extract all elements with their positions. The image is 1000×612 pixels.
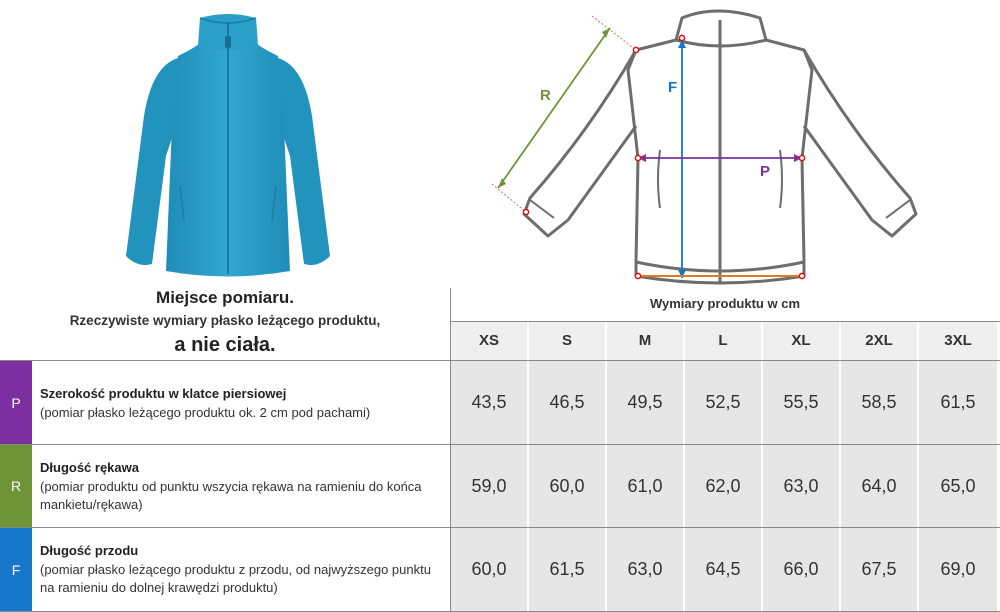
sleeve-length-arrow: [498, 28, 610, 188]
table-cell: 69,0: [919, 528, 997, 611]
size-header-3xl: 3XL: [919, 322, 997, 360]
label-p: P: [760, 163, 771, 180]
table-cell: 61,5: [919, 361, 997, 444]
measure-subtitle: Rzeczywiste wymiary płasko leżącego produktu,: [69, 313, 381, 328]
size-header-s: S: [529, 322, 605, 360]
size-header-xs: XS: [451, 322, 527, 360]
label-r: R: [540, 87, 551, 104]
measurement-diagram: [470, 0, 940, 290]
row-title-front: Długość przodu: [40, 543, 139, 558]
table-cell: 63,0: [763, 445, 839, 527]
size-header-2xl: 2XL: [841, 322, 917, 360]
size-header-m: M: [607, 322, 683, 360]
row-desc-front: (pomiar płasko leżącego produktu z przodu, od najwyższego punktu na ramieniu do dolnej krawędzi produktu): [40, 562, 431, 595]
table-cell: 65,0: [919, 445, 997, 527]
table-cell: 64,5: [685, 528, 761, 611]
table-cell: 61,5: [529, 528, 605, 611]
table-cell: 60,0: [529, 445, 605, 527]
table-cell: 62,0: [685, 445, 761, 527]
jacket-photo: [108, 6, 348, 278]
row-tag-r: R: [0, 445, 32, 527]
table-cell: 55,5: [763, 361, 839, 444]
table-cell: 43,5: [451, 361, 527, 444]
size-header-l: L: [685, 322, 761, 360]
table-cell: 67,5: [841, 528, 917, 611]
table-cell: 64,0: [841, 445, 917, 527]
measure-note: a nie ciała.: [174, 334, 276, 356]
table-cell: 59,0: [451, 445, 527, 527]
table-cell: 49,5: [607, 361, 683, 444]
label-f: F: [668, 79, 678, 96]
table-cell: 60,0: [451, 528, 527, 611]
table-cell: 63,0: [607, 528, 683, 611]
row-title-sleeve: Długość rękawa: [40, 460, 139, 475]
measure-title: Miejsce pomiaru.: [156, 288, 294, 307]
row-tag-f: F: [0, 528, 32, 611]
size-header-xl: XL: [763, 322, 839, 360]
row-desc-sleeve: (pomiar produktu od punktu wszycia rękawa na ramieniu do końca mankietu/rękawa): [40, 479, 422, 512]
table-cell: 58,5: [841, 361, 917, 444]
row-title-chest: Szerokość produktu w klatce piersiowej: [40, 386, 287, 401]
table-cell: 52,5: [685, 361, 761, 444]
row-desc-chest: (pomiar płasko leżącego produktu ok. 2 cm pod pachami): [40, 405, 371, 420]
row-tag-p: P: [0, 361, 32, 444]
table-cell: 46,5: [529, 361, 605, 444]
table-caption: Wymiary produktu w cm: [649, 296, 800, 311]
table-cell: 61,0: [607, 445, 683, 527]
table-cell: 66,0: [763, 528, 839, 611]
